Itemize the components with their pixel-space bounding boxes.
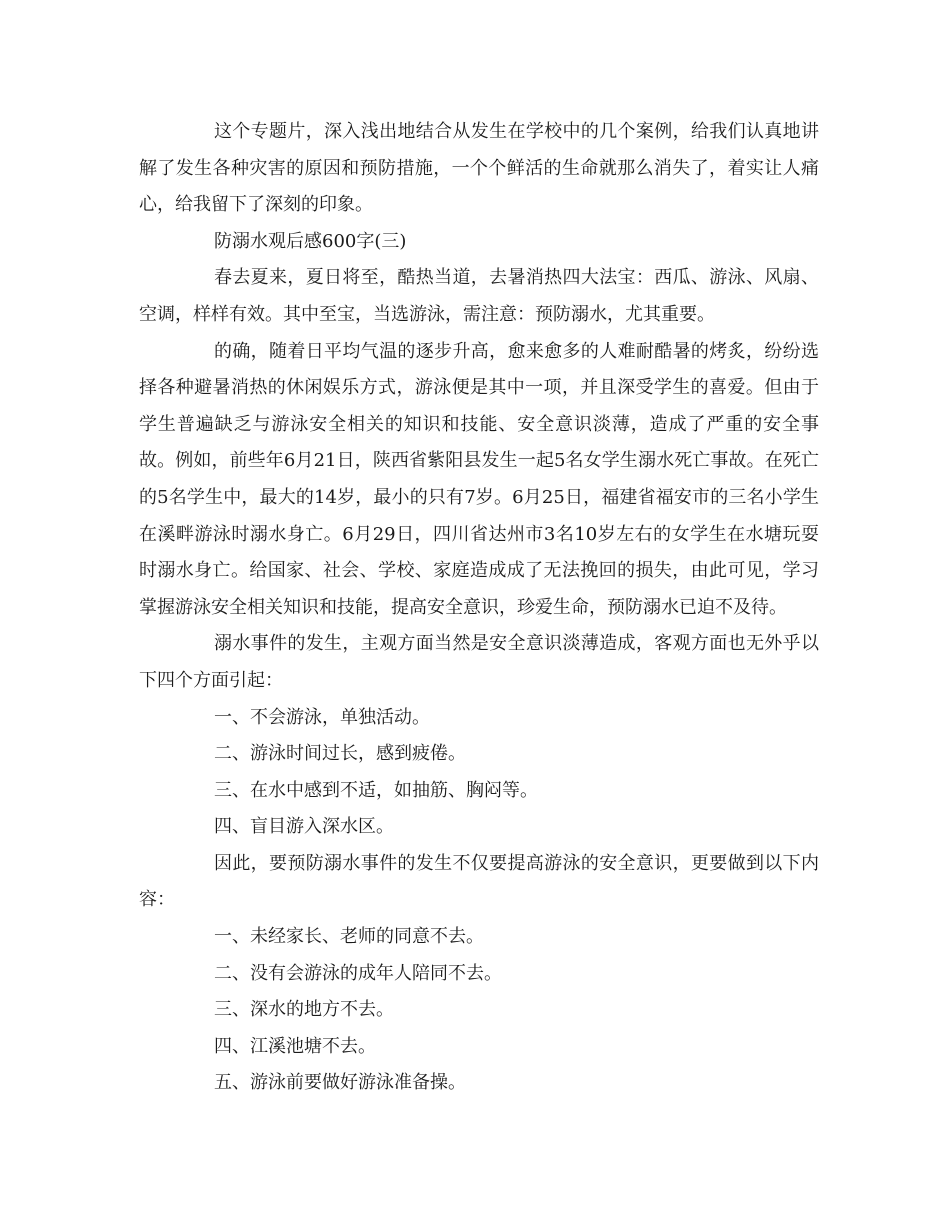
paragraph-prevention-intro: 因此，要预防溺水事件的发生不仅要提高游泳的安全意识，更要做到以下内容： (139, 852, 819, 911)
list-item-rule-2: 二、没有会游泳的成年人陪同不去。 (214, 962, 502, 984)
list-item-cause-2: 二、游泳时间过长，感到疲倦。 (214, 743, 466, 765)
paragraph-causes-intro: 溺水事件的发生，主观方面当然是安全意识淡薄造成，客观方面也无外乎以下四个方面引起： (139, 633, 819, 691)
paragraph-summer: 春去夏来，夏日将至，酷热当道，去暑消热四大法宝：西瓜、游泳、风扇、空调，样样有效。其中至宝，当选游泳，需注意：预防溺水，尤其重要。 (139, 267, 819, 325)
list-item-cause-4: 四、盲目游入深水区。 (214, 816, 394, 838)
list-item-cause-3: 三、在水中感到不适，如抽筋、胸闷等。 (214, 779, 538, 801)
list-item-rule-4: 四、江溪池塘不去。 (214, 1035, 376, 1057)
list-item-rule-3: 三、深水的地方不去。 (214, 999, 394, 1021)
section-heading: 防溺水观后感600字(三) (214, 230, 407, 252)
list-item-cause-1: 一、不会游泳，单独活动。 (214, 706, 430, 728)
paragraph-intro: 这个专题片，深入浅出地结合从发生在学校中的几个案例，给我们认真地讲解了发生各种灾害的原因和预防措施，一个个鲜活的生命就那么消失了，着实让人痛心，给我留下了深刻的印象。 (139, 121, 819, 216)
paragraph-accidents: 的确，随着日平均气温的逐步升高，愈来愈多的人难耐酷暑的烤炙，纷纷选择各种避暑消热的休闲娱乐方式，游泳便是其中一项，并且深受学生的喜爱。但由于学生普遍缺乏与游泳安全相关的知识和技能、安全意识淡薄，造成了严重的安全事故。例如，前些年6月21日，陕西省紫阳县发生一起5名女学生溺水死亡事故。在死亡的5名学生中，最大的14岁，最小的只有7岁。6月25日，福建省福安市的三名小学生在溪畔游泳时溺水身亡。6月29日，四川省达州市3名10岁左右的女学生在水塘玩耍时溺水身亡。给国家、社会、学校、家庭造成成了无法挽回的损失，由此可见，学习掌握游泳安全相关知识和技能，提高安全意识，珍爱生命，预防溺水已迫不及待。 (139, 340, 819, 618)
document-body (139, 114, 819, 1102)
list-item-rule-5: 五、游泳前要做好游泳准备操。 (214, 1072, 466, 1094)
list-item-rule-1: 一、未经家长、老师的同意不去。 (214, 926, 484, 948)
